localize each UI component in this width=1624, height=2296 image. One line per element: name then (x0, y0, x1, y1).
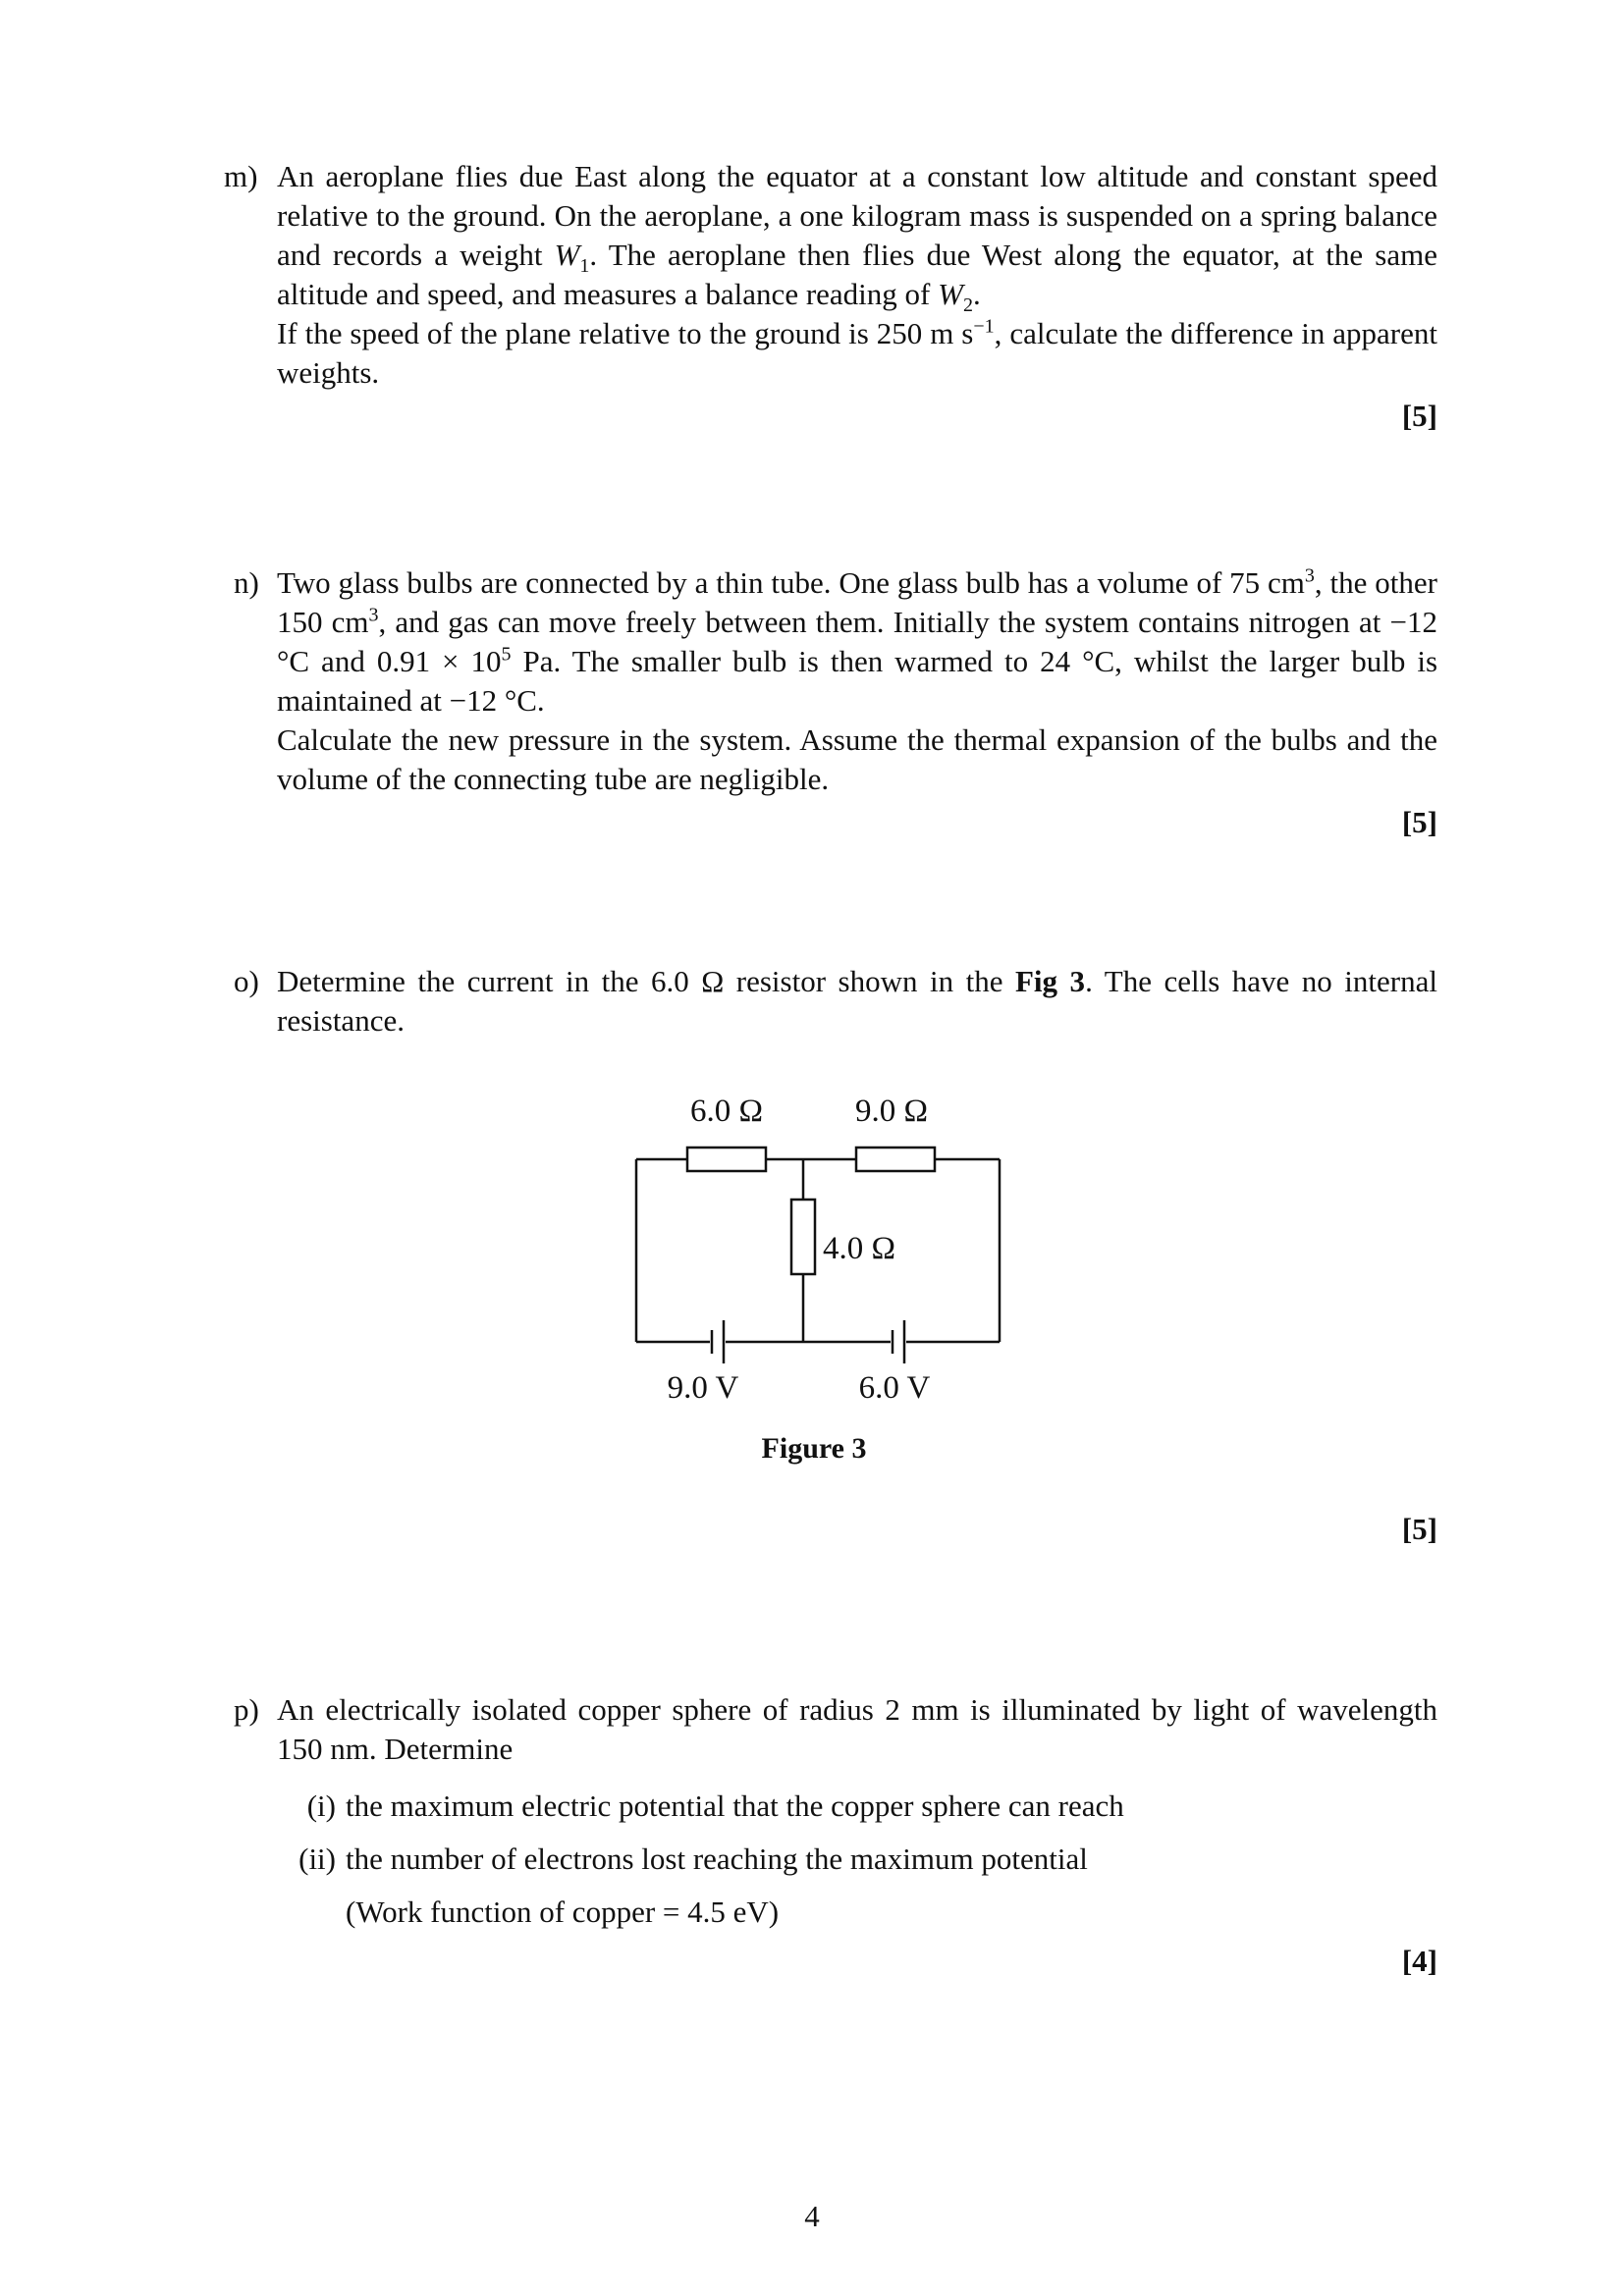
sub-question (293, 1840, 1437, 1879)
resistor-4-ohm (791, 1200, 815, 1274)
marks: [4] (1401, 1944, 1437, 1978)
marks: [5] (1401, 805, 1437, 839)
figure-caption: Figure 3 (761, 1432, 867, 1465)
sub-question (293, 1787, 1437, 1826)
question-label: n) (234, 565, 259, 600)
question-p (224, 1690, 1437, 1978)
question-label: m) (224, 159, 258, 193)
resistor-6-ohm (687, 1148, 766, 1171)
resistor-label: 9.0 Ω (854, 1094, 929, 1129)
resistor-label: 4.0 Ω (823, 1231, 896, 1266)
question-text: Determine the current in the 6.0 Ω resistor shown in the Fig 3. The cells have no internal resistance. (277, 964, 1437, 1038)
question-text: An aeroplane flies due East along the equator at a constant low altitude and constant speed relative to the ground. On the aeroplane, a one kilogram mass is suspended on a spring balance and records a weight $W_1$. The aeroplane then flies due West along the equator, at the same altitude and speed, and measures a balance reading of $W_2$. (277, 159, 1437, 317)
page-number: 4 (804, 2199, 820, 2233)
question-text: Calculate the new pressure in the system. Assume the thermal expansion of the bulbs and the volume of the connecting tube are negligible. (277, 722, 1437, 796)
question-label: o) (234, 964, 259, 998)
marks: [5] (1401, 399, 1437, 433)
marks: [5] (1401, 1512, 1437, 1546)
cell-6v-icon (893, 1320, 904, 1363)
question-text: If the speed of the plane relative to the ground is 250 m $s^{-1}$, calculate the difference in apparent weights. (277, 315, 1437, 390)
question-text: An electrically isolated copper sphere of radius 2 mm is illuminated by light of wavelength 150 nm. Determine (277, 1692, 1437, 1766)
sub-question-text: the number of electrons lost reaching the maximum potential (346, 1842, 1088, 1876)
sub-question-list (293, 1787, 1437, 1932)
question-label: p) (234, 1692, 259, 1727)
question-text: Two glass bulbs are connected by a thin tube. One glass bulb has a volume of 75 $cm^3$, the other 150 $cm^3$, and gas can move freely between them. Initially the system contains nitrogen at −12 °C and $0.91 \times 10^5$ Pa. The smaller bulb is then warmed to 24 °C, whilst the larger bulb is maintained at −12 °C. (277, 564, 1438, 718)
cell-label: 9.0 V (667, 1370, 739, 1406)
sub-question-number: (ii) (298, 1842, 336, 1876)
resistor-label: 6.0 Ω (689, 1094, 764, 1129)
resistor-9-ohm (856, 1148, 935, 1171)
cell-9v-icon (712, 1320, 724, 1363)
cell-label: 6.0 V (858, 1370, 931, 1406)
sub-question-text: the maximum electric potential that the copper sphere can reach (346, 1789, 1124, 1823)
sub-question-number: (i) (306, 1789, 336, 1823)
work-function-note: (Work function of copper = 4.5 eV) (346, 1895, 780, 1929)
